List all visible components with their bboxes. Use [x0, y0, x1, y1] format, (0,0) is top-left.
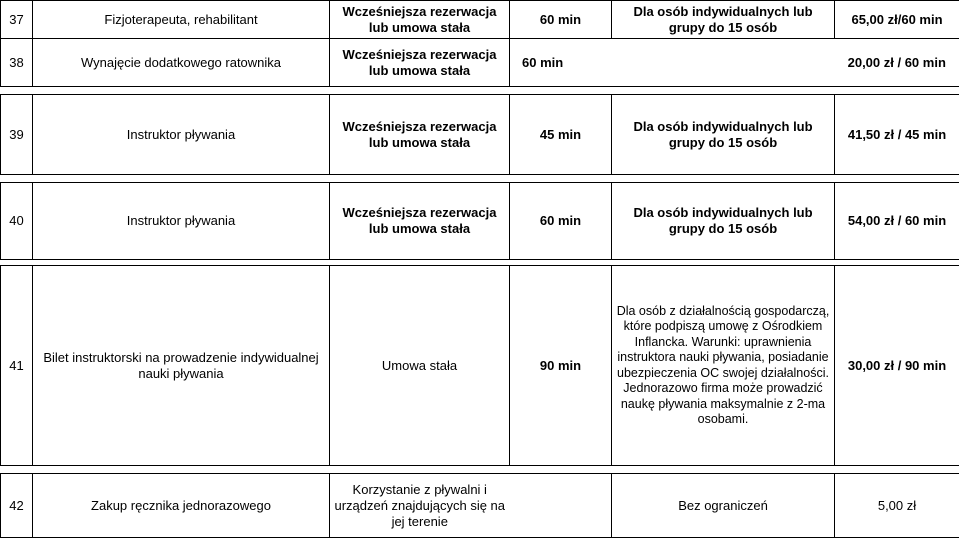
eligibility: Dla osób indywidualnych lub grupy do 15 osób — [612, 1, 835, 39]
booking-type: Umowa stała — [330, 266, 510, 466]
eligibility: Dla osób indywidualnych lub grupy do 15 osób — [612, 183, 835, 260]
duration: 60 min — [510, 183, 612, 260]
service-name: Zakup ręcznika jednorazowego — [33, 474, 330, 538]
duration: 60 min — [510, 1, 612, 39]
service-name: Instruktor pływania — [33, 95, 330, 175]
booking-type: Wcześniejsza rezerwacja lub umowa stała — [330, 95, 510, 175]
table-row — [1, 474, 959, 538]
duration: 60 min — [510, 39, 612, 87]
booking-type: Wcześniejsza rezerwacja lub umowa stała — [330, 1, 510, 39]
service-name: Fizjoterapeuta, rehabilitant — [33, 1, 330, 39]
row-number: 38 — [1, 39, 33, 87]
service-name: Wynajęcie dodatkowego ratownika — [33, 39, 330, 87]
service-name: Bilet instruktorski na prowadzenie indywidualnej nauki pływania — [33, 266, 330, 466]
service-name: Instruktor pływania — [33, 183, 330, 260]
price: 65,00 zł/60 min — [835, 1, 959, 39]
table-row — [1, 1, 959, 39]
eligibility — [612, 39, 835, 87]
row-number: 41 — [1, 266, 33, 466]
table-row — [1, 39, 959, 87]
price: 54,00 zł / 60 min — [835, 183, 959, 260]
booking-type: Korzystanie z pływalni i urządzeń znajdujących się na jej terenie — [330, 474, 510, 538]
booking-type: Wcześniejsza rezerwacja lub umowa stała — [330, 183, 510, 260]
duration: 90 min — [510, 266, 612, 466]
row-number: 37 — [1, 1, 33, 39]
price: 20,00 zł / 60 min — [835, 39, 959, 87]
row-number: 42 — [1, 474, 33, 538]
eligibility: Dla osób z działalnością gospodarczą, które podpiszą umowę z Ośrodkiem Inflancka. Warunki: uprawnienia instruktora nauki pływania, posiadanie ubezpieczenia OC swojej działalności. Jednorazowo firma może prowadzić naukę pływania maksymalnie z 2-ma osobami. — [612, 266, 835, 466]
price: 41,50 zł / 45 min — [835, 95, 959, 175]
eligibility: Dla osób indywidualnych lub grupy do 15 osób — [612, 95, 835, 175]
price: 30,00 zł / 90 min — [835, 266, 959, 466]
table-row — [1, 266, 959, 466]
table-row — [1, 183, 959, 260]
duration: 45 min — [510, 95, 612, 175]
price: 5,00 zł — [835, 474, 959, 538]
row-number: 39 — [1, 95, 33, 175]
duration — [510, 474, 612, 538]
row-number: 40 — [1, 183, 33, 260]
table-row — [1, 95, 959, 175]
booking-type: Wcześniejsza rezerwacja lub umowa stała — [330, 39, 510, 87]
eligibility: Bez ograniczeń — [612, 474, 835, 538]
